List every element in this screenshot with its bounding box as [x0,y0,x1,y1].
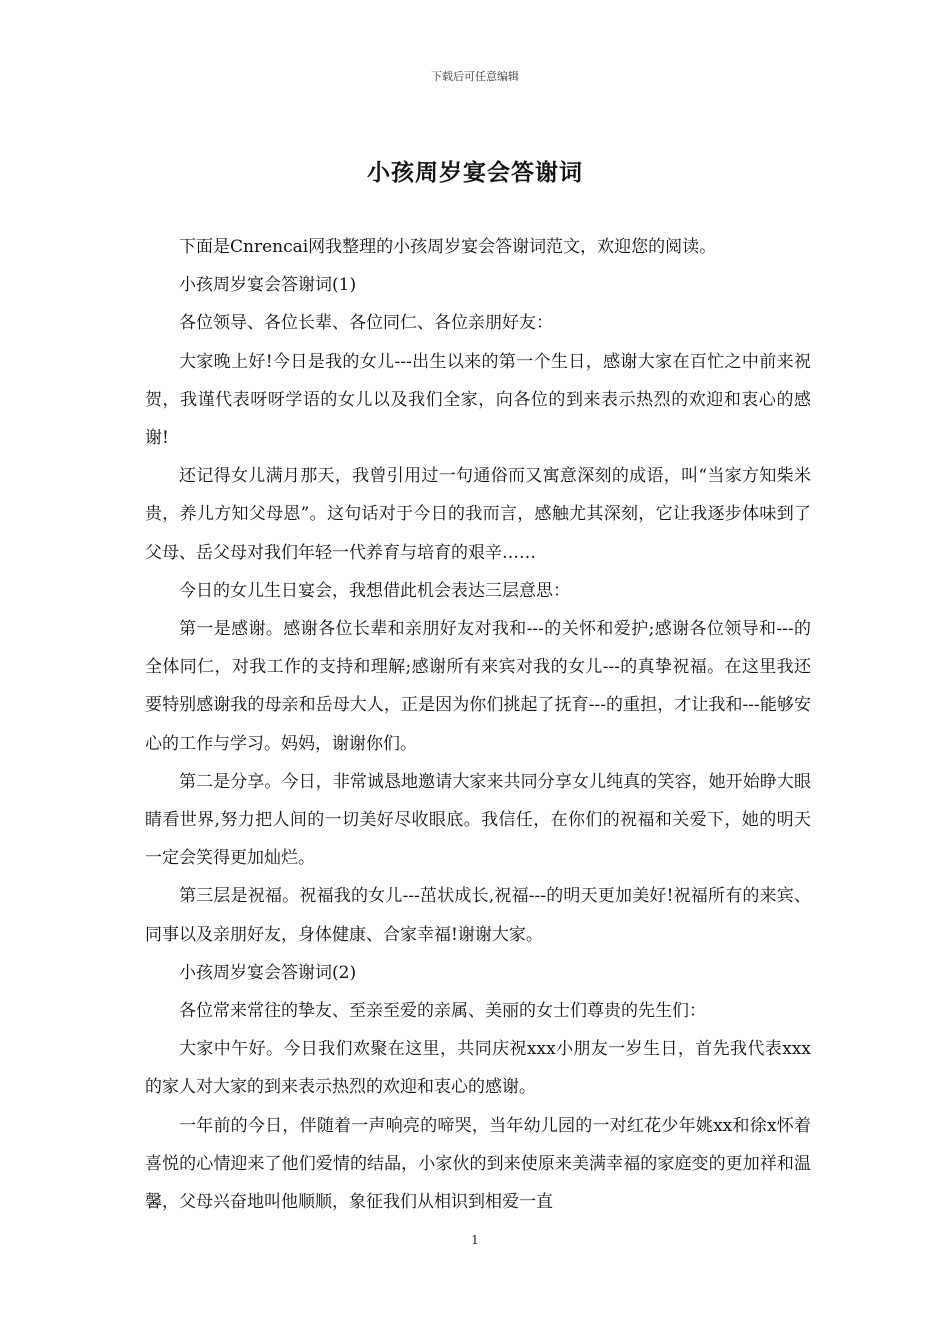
body-paragraph: 大家中午好。今日我们欢聚在这里，共同庆祝xxx小朋友一岁生日，首先我代表xxx的家人对大家的到来表示热烈的欢迎和衷心的感谢。 [145,1039,811,1098]
document-body [145,228,811,1221]
body-paragraph: 大家晚上好!今日是我的女儿---出生以来的第一个生日，感谢大家在百忙之中前来祝贺，我谨代表呀呀学语的女儿以及我们全家，向各位的到来表示热烈的欢迎和衷心的感谢! [145,351,811,449]
intro-paragraph: 下面是Cnrencai网我整理的小孩周岁宴会答谢词范文，欢迎您的阅读。 [179,237,717,257]
salutation-2: 各位常来常往的挚友、至亲至爱的亲属、美丽的女士们尊贵的先生们： [179,1001,706,1022]
document-title: 小孩周岁宴会答谢词 [367,159,583,186]
body-paragraph: 第三层是祝福。祝福我的女儿---茁状成长,祝福---的明天更加美好!祝福所有的来宾、同事以及亲朋好友，身体健康、合家幸福!谢谢大家。 [145,886,811,945]
salutation-1: 各位领导、各位长辈、各位同仁、各位亲朋好友： [179,313,553,334]
page-number: 1 [471,1233,479,1247]
body-paragraph: 一年前的今日，伴随着一声响亮的啼哭，当年幼儿园的一对红花少年姚xx和徐x怀着喜悦的心情迎来了他们爱情的结晶，小家伙的到来使原来美满幸福的家庭变的更加祥和温馨，父母兴奋地叫他顺顺，象征我们从相识到相爱一直 [145,1115,811,1213]
body-paragraph: 今日的女儿生日宴会，我想借此机会表达三层意思： [179,580,570,601]
page-header-note: 下载后可任意编辑 [431,70,519,83]
body-paragraph: 还记得女儿满月那天，我曾引用过一句通俗而又寓意深刻的成语，叫“当家方知柴米贵，养儿方知父母恩”。这句话对于今日的我而言，感触尤其深刻，它让我逐步体味到了父母、岳父母对我们年轻一代养育与培育的艰辛…… [145,466,811,563]
body-paragraph: 第一是感谢。感谢各位长辈和亲朋好友对我和---的关怀和爱护;感谢各位领导和---的全体同仁，对我工作的支持和理解;感谢所有来宾对我的女儿---的真挚祝福。在这里我还要特别感谢我的母亲和岳母大人，正是因为你们挑起了抚育---的重担，才让我和---能够安心的工作与学习。妈妈，谢谢你们。 [145,619,811,754]
body-paragraph: 第二是分享。今日，非常诚恳地邀请大家来共同分享女儿纯真的笑容，她开始睁大眼睛看世界,努力把人间的一切美好尽收眼底。我信任，在你们的祝福和关爱下，她的明天一定会笑得更加灿烂。 [145,771,811,869]
section-heading-1: 小孩周岁宴会答谢词(1) [179,275,357,296]
section-heading-2: 小孩周岁宴会答谢词(2) [179,962,357,983]
